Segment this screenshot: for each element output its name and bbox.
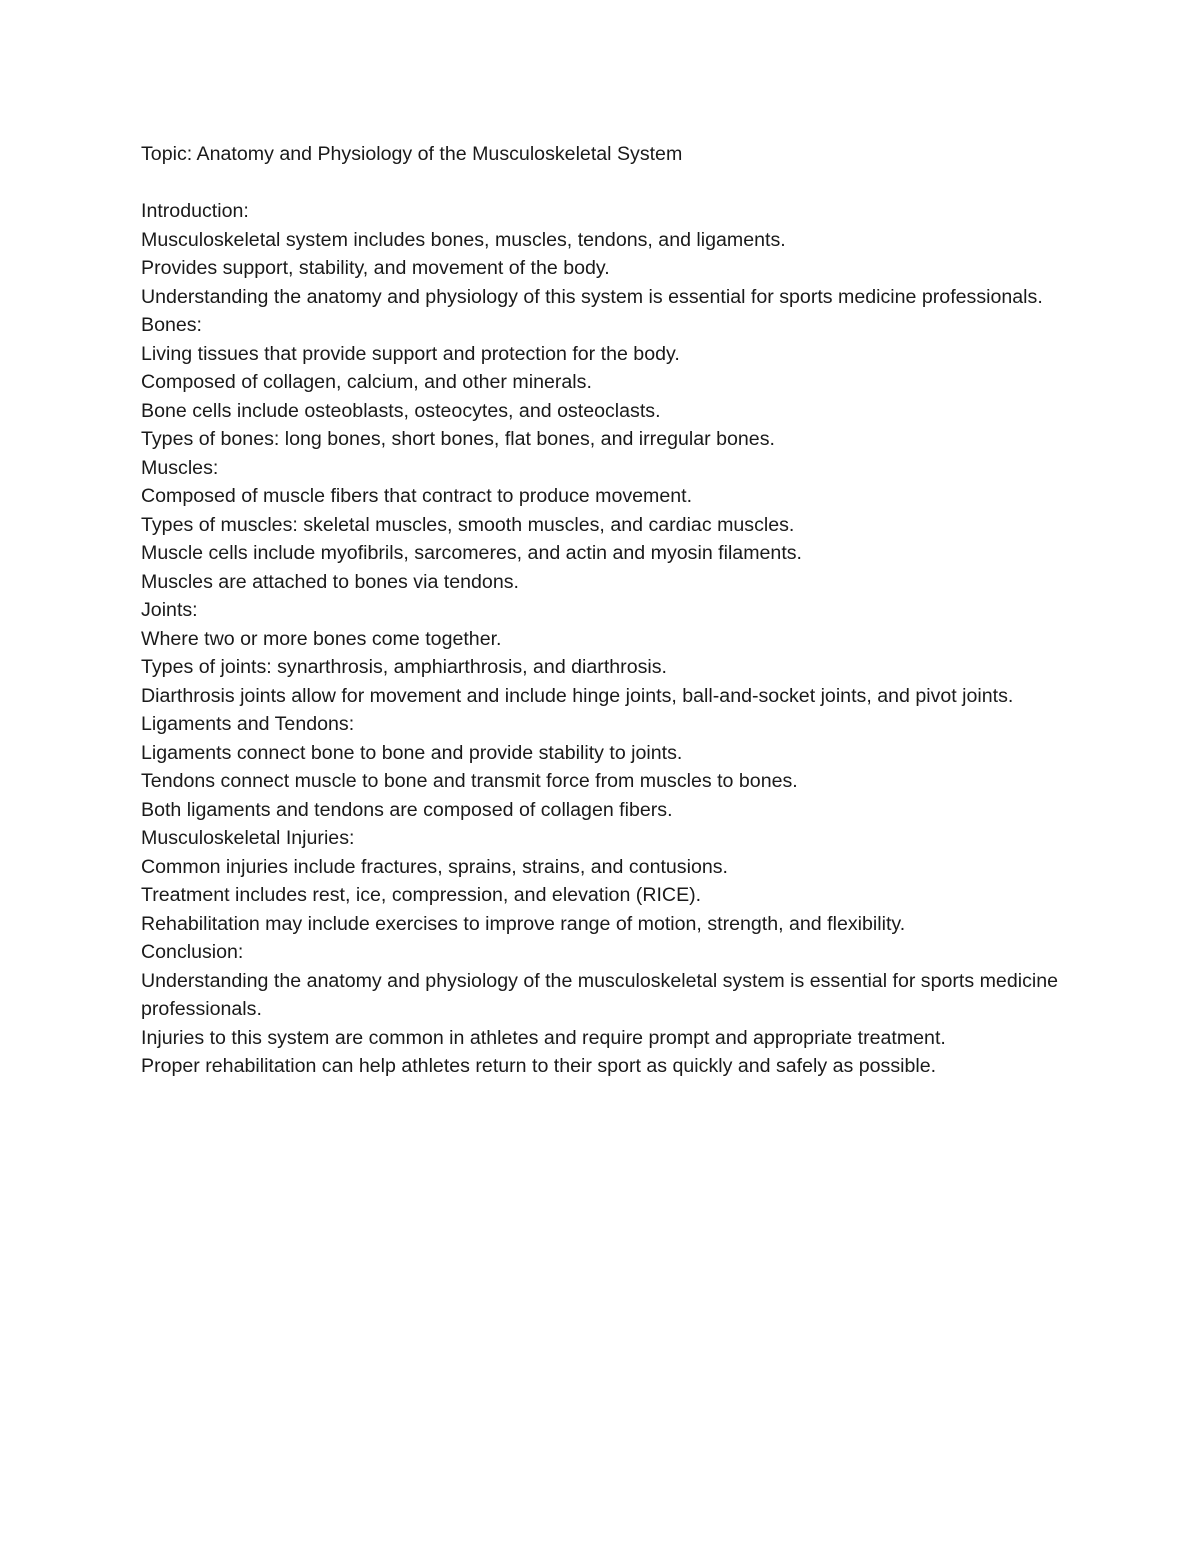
text-line: Tendons connect muscle to bone and transmit force from muscles to bones. bbox=[141, 770, 798, 792]
section-heading-muscles: Muscles: bbox=[141, 456, 219, 479]
section-heading-joints: Joints: bbox=[141, 599, 198, 621]
text-line: Injuries to this system are common in athletes and require prompt and appropriate treatment. bbox=[141, 1026, 946, 1049]
text-line: Ligaments connect bone to bone and provide stability to joints. bbox=[141, 741, 683, 764]
text-line: Provides support, stability, and movement of the body. bbox=[141, 257, 610, 279]
text-line: Treatment includes rest, ice, compression, and elevation (RICE). bbox=[141, 884, 702, 906]
section-heading-bones: Bones: bbox=[141, 314, 203, 336]
text-line: Bone cells include osteoblasts, osteocytes, and osteoclasts. bbox=[141, 399, 661, 422]
text-line: Where two or more bones come together. bbox=[141, 627, 502, 650]
section-heading-injuries: Musculoskeletal Injuries: bbox=[141, 827, 355, 849]
text-line: Musculoskeletal system includes bones, muscles, tendons, and ligaments. bbox=[141, 228, 786, 251]
section-heading-conclusion: Conclusion: bbox=[141, 941, 244, 963]
document-body bbox=[141, 140, 1071, 1081]
text-line: Types of joints: synarthrosis, amphiarthrosis, and diarthrosis. bbox=[141, 656, 667, 678]
text-line: Understanding the anatomy and physiology of this system is essential for sports medicine professionals. bbox=[141, 285, 1043, 308]
section-heading-ligaments-and-tendons: Ligaments and Tendons: bbox=[141, 713, 355, 735]
document-topic: Topic: Anatomy and Physiology of the Musculoskeletal System bbox=[141, 143, 683, 165]
text-line: Diarthrosis joints allow for movement and include hinge joints, ball-and-socket joints, and pivot joints. bbox=[141, 684, 1014, 707]
text-line: Composed of collagen, calcium, and other minerals. bbox=[141, 371, 592, 393]
text-line: Muscles are attached to bones via tendons. bbox=[141, 570, 519, 593]
section-heading-introduction: Introduction: bbox=[141, 200, 249, 222]
text-line: Muscle cells include myofibrils, sarcomeres, and actin and myosin filaments. bbox=[141, 542, 803, 564]
text-line: Types of bones: long bones, short bones, flat bones, and irregular bones. bbox=[141, 428, 775, 450]
text-line: Living tissues that provide support and protection for the body. bbox=[141, 342, 680, 365]
text-line: Rehabilitation may include exercises to improve range of motion, strength, and flexibility. bbox=[141, 912, 906, 935]
text-line: Understanding the anatomy and physiology of the musculoskeletal system is essential for sports medicine professionals. bbox=[141, 969, 1059, 1020]
text-line: Composed of muscle fibers that contract to produce movement. bbox=[141, 485, 693, 507]
text-line: Common injuries include fractures, sprains, strains, and contusions. bbox=[141, 855, 728, 878]
text-line: Proper rehabilitation can help athletes return to their sport as quickly and safely as possible. bbox=[141, 1055, 937, 1077]
text-line: Both ligaments and tendons are composed of collagen fibers. bbox=[141, 798, 673, 821]
text-line: Types of muscles: skeletal muscles, smooth muscles, and cardiac muscles. bbox=[141, 513, 795, 536]
